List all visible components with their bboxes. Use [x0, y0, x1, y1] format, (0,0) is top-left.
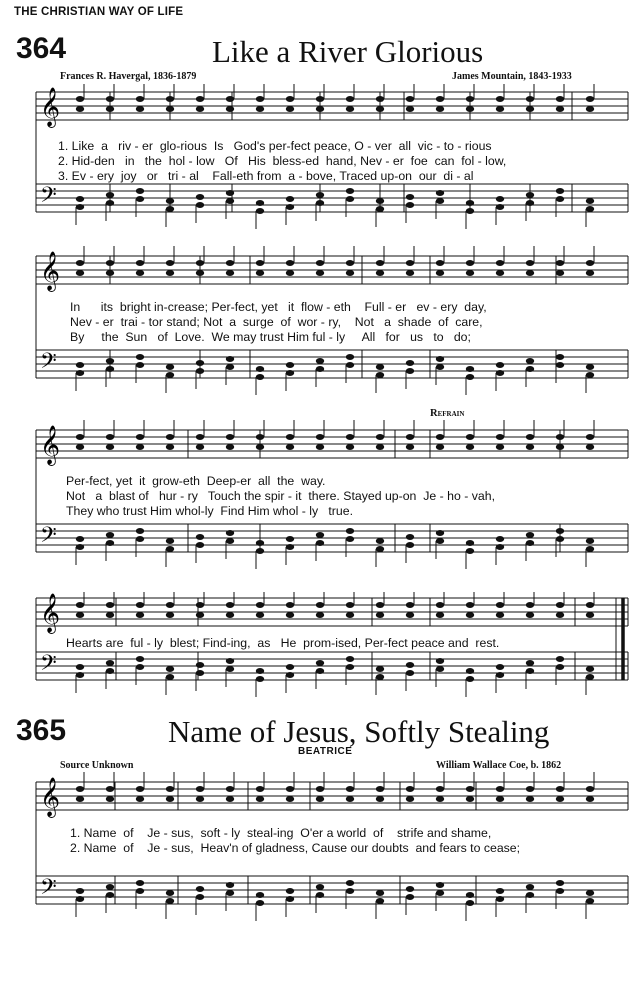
lyric-line: 2. Hid-den in the hol - low Of His bless-ed hand, Nev - er foe can fol - low, — [58, 154, 507, 168]
lyric-line: 1. Like a riv - er glo-rious Is God's per-fect peace, O - ver all vic - to - rious — [58, 139, 492, 153]
svg-text:𝄞: 𝄞 — [40, 777, 61, 817]
lyric-line: In its bright in-crease; Per-fect, yet it flow - eth Full - er ev - ery day, — [70, 300, 487, 314]
lyric-line: They who trust Him whol-ly Find Him whol - ly true. — [66, 504, 353, 518]
words-credit: Source Unknown — [60, 760, 134, 771]
svg-text:𝄢: 𝄢 — [40, 651, 57, 681]
svg-text:𝄢: 𝄢 — [40, 875, 57, 905]
music-credit: William Wallace Coe, b. 1862 — [436, 760, 562, 771]
lyric-line: Hearts are ful - ly blest; Find-ing, as He prom-ised, Per-fect peace and rest. — [66, 636, 500, 650]
lyric-line: 3. Ev - ery joy or tri - al Fall-eth from a - bove, Traced up-on our di - al — [58, 169, 474, 183]
section-header: THE CHRISTIAN WAY OF LIFE — [14, 6, 184, 18]
svg-text:𝄞: 𝄞 — [40, 425, 61, 465]
lyric-line: 1. Name of Je - sus, soft - ly steal-ing O'er a world of strife and shame, — [70, 826, 492, 840]
music-staff-system — [0, 592, 640, 712]
tune-name: BEATRICE — [298, 746, 353, 757]
lyric-line: Per-fect, yet it grow-eth Deep-er all the way. — [66, 474, 326, 488]
hymn-title: Name of Jesus, Softly Stealing — [168, 714, 550, 749]
hymn-number: 365 — [16, 714, 67, 747]
hymn-title: Like a River Glorious — [212, 34, 484, 69]
lyric-line: Nev - er trai - tor stand; Not a surge of wor - ry, Not a shade of care, — [70, 315, 483, 329]
svg-text:𝄞: 𝄞 — [40, 593, 61, 633]
lyric-line: 2. Name of Je - sus, Heav'n of gladness, Cause our doubts and fears to cease; — [70, 841, 521, 855]
refrain-label: Refrain — [430, 408, 465, 419]
svg-text:𝄢: 𝄢 — [40, 183, 57, 213]
lyric-line: By the Sun of Love. We may trust Him ful - ly All for us to do; — [70, 330, 471, 344]
words-credit: Frances R. Havergal, 1836-1879 — [60, 71, 197, 82]
lyric-line: Not a blast of hur - ry Touch the spir - it there. Stayed up-on Je - ho - vah, — [66, 489, 495, 503]
svg-text:𝄞: 𝄞 — [40, 251, 61, 291]
svg-text:𝄞: 𝄞 — [40, 87, 61, 127]
svg-text:𝄢: 𝄢 — [40, 349, 57, 379]
music-credit: James Mountain, 1843-1933 — [452, 71, 572, 82]
hymn-number: 364 — [16, 32, 67, 65]
svg-text:𝄢: 𝄢 — [40, 523, 57, 553]
